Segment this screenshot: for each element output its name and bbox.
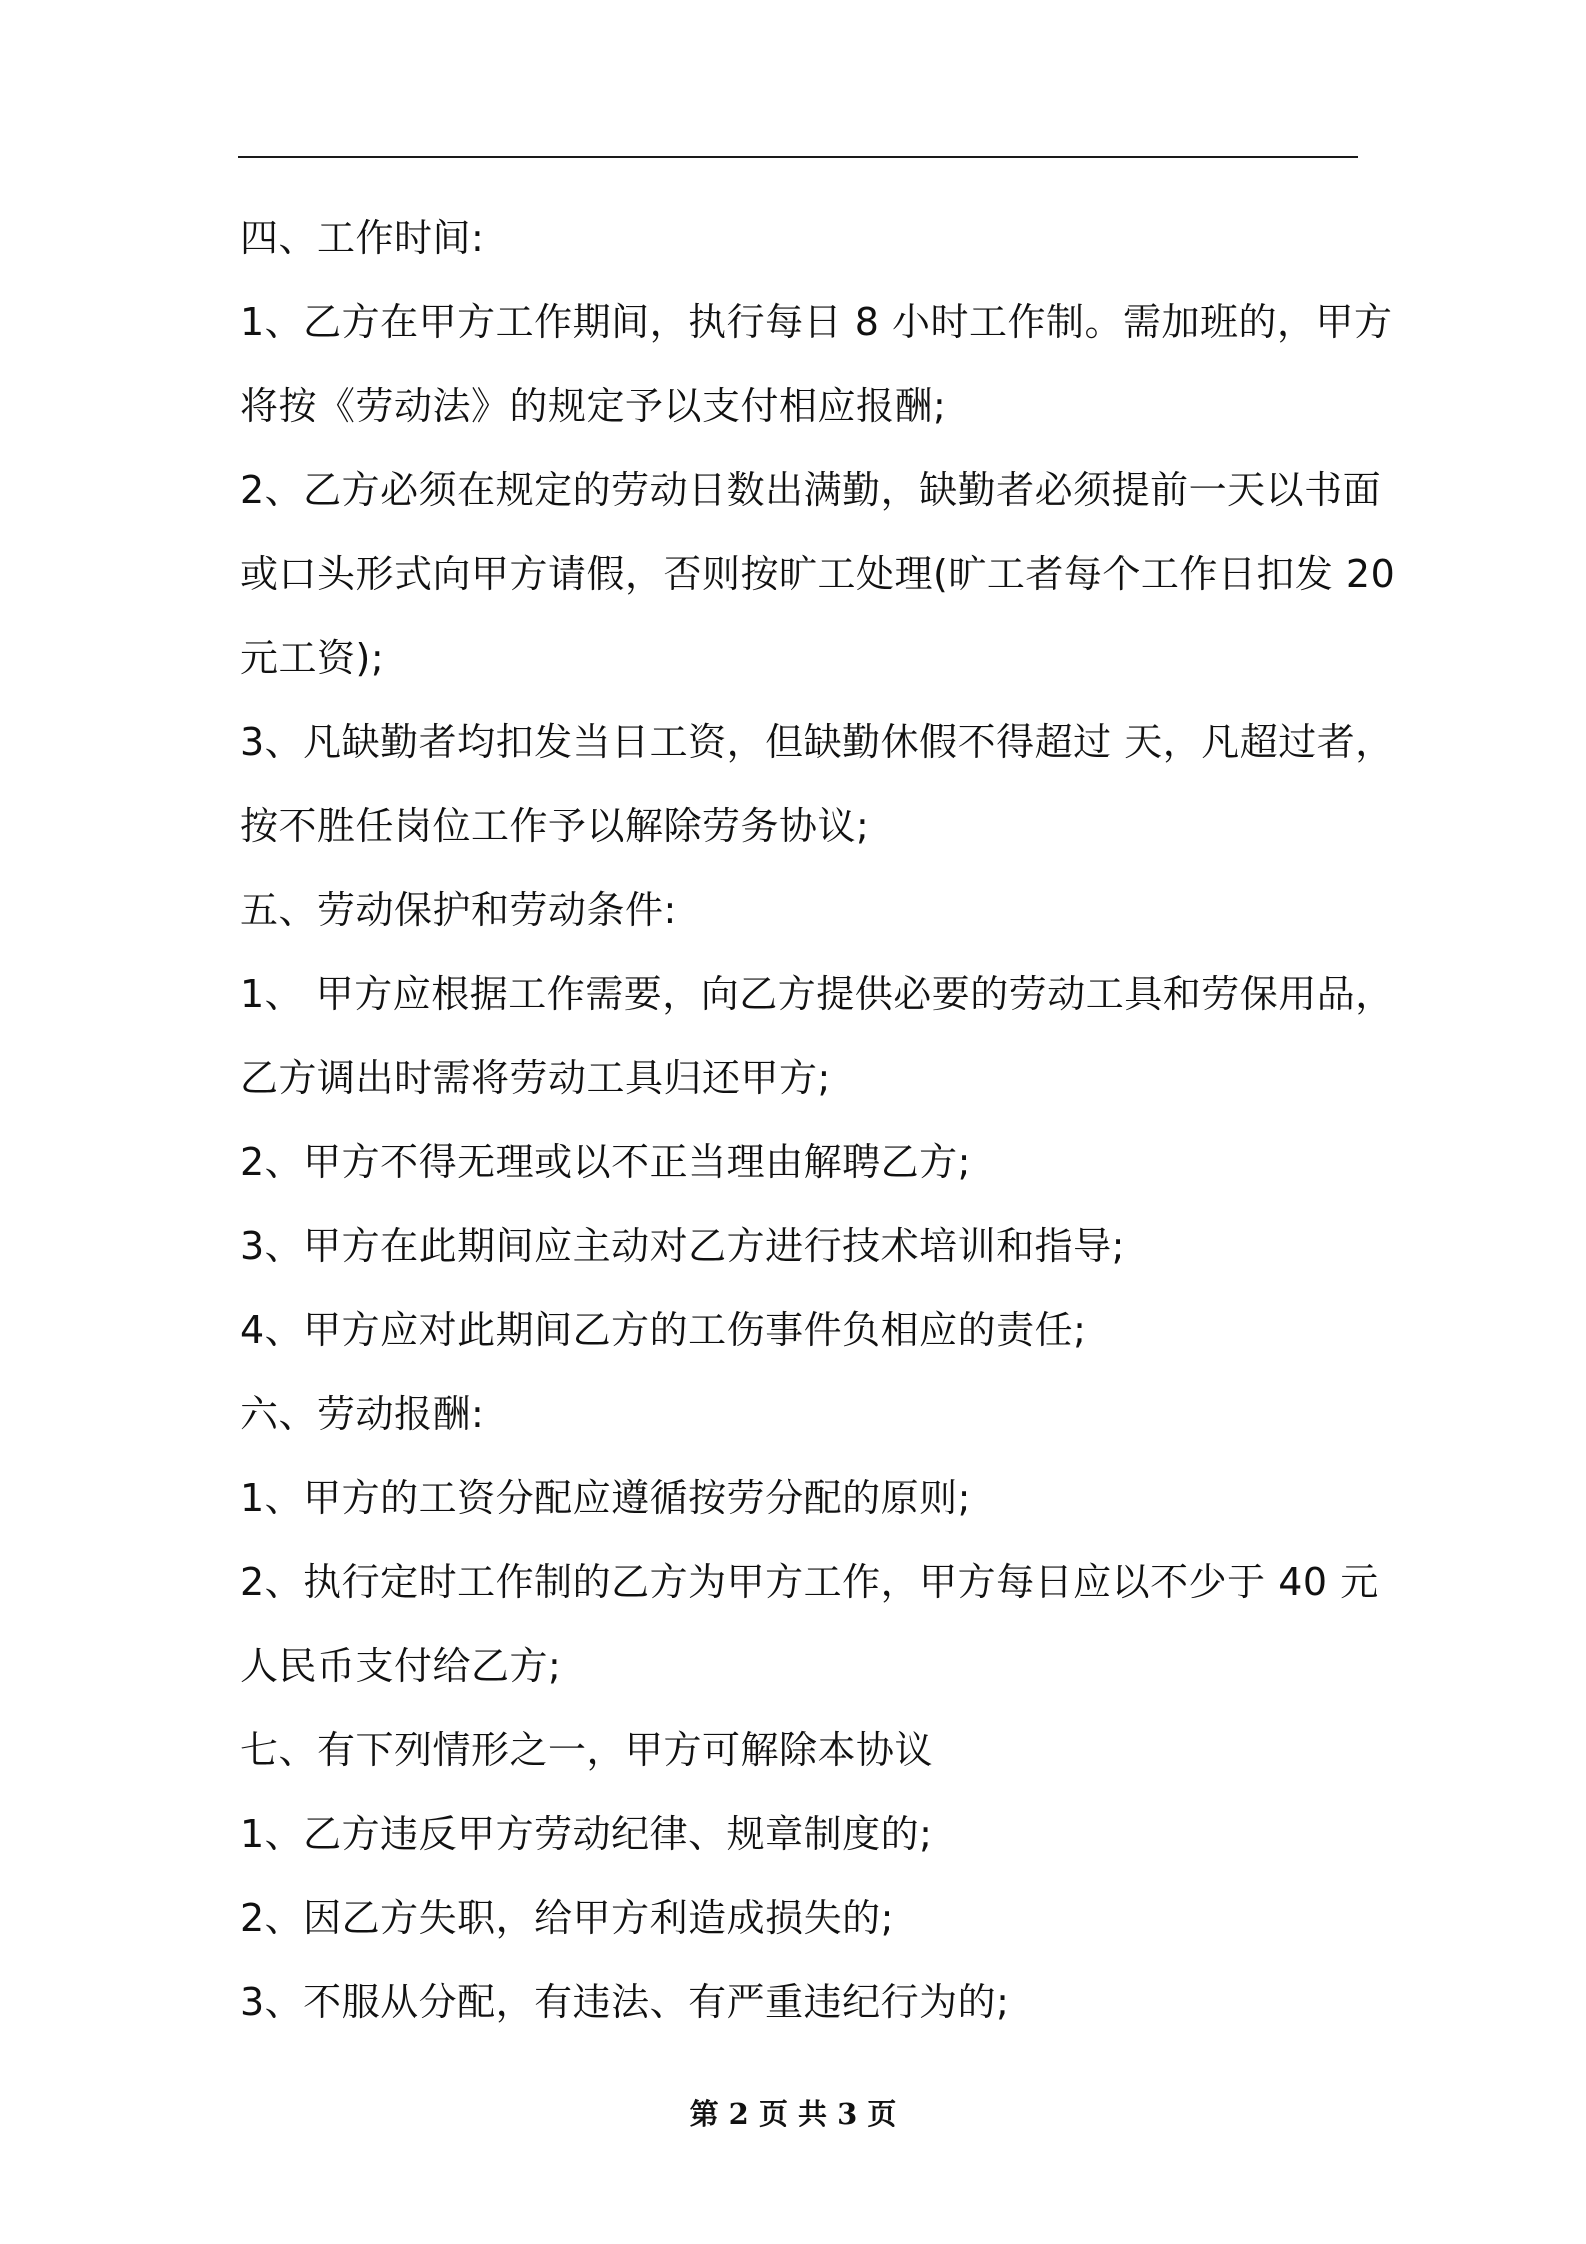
paragraph-line: 1、乙方违反甲方劳动纪律、规章制度的; [240,1812,933,1856]
document-body [240,196,1396,2044]
paragraph-line: 3、甲方在此期间应主动对乙方进行技术培训和指导; [240,1224,1125,1268]
section-heading-labor-protection: 五、劳动保护和劳动条件: [240,888,677,932]
paragraph-line: 人民币支付给乙方; [240,1644,562,1688]
paragraph-line: 3、凡缺勤者均扣发当日工资，但缺勤休假不得超过 天，凡超过者， [240,720,1394,764]
paragraph-line: 按不胜任岗位工作予以解除劳务协议; [240,804,870,848]
section-heading-work-time: 四、工作时间: [240,216,485,260]
paragraph-line: 1、 甲方应根据工作需要，向乙方提供必要的劳动工具和劳保用品， [240,972,1394,1016]
paragraph-line: 3、不服从分配，有违法、有严重违纪行为的; [240,1980,1010,2024]
paragraph-line: 1、甲方的工资分配应遵循按劳分配的原则; [240,1476,971,1520]
section-heading-remuneration: 六、劳动报酬: [240,1392,485,1436]
paragraph-line: 元工资); [240,636,385,680]
paragraph-line: 2、甲方不得无理或以不正当理由解聘乙方; [240,1140,971,1184]
paragraph-line: 将按《劳动法》的规定予以支付相应报酬; [240,384,947,428]
paragraph-line: 2、执行定时工作制的乙方为甲方工作，甲方每日应以不少于 40 元 [240,1560,1379,1604]
paragraph-line: 4、甲方应对此期间乙方的工伤事件负相应的责任; [240,1308,1087,1352]
section-heading-termination: 七、有下列情形之一，甲方可解除本协议 [240,1728,934,1772]
paragraph-line: 2、乙方必须在规定的劳动日数出满勤，缺勤者必须提前一天以书面 [240,468,1382,512]
paragraph-line: 1、乙方在甲方工作期间，执行每日 8 小时工作制。需加班的，甲方 [240,300,1393,344]
paragraph-line: 2、因乙方失职，给甲方利造成损失的; [240,1896,894,1940]
paragraph-line: 或口头形式向甲方请假，否则按旷工处理(旷工者每个工作日扣发 20 [240,552,1396,596]
page-number-footer: 第 2 页 共 3 页 [689,2097,897,2131]
header-rule [238,156,1358,158]
paragraph-line: 乙方调出时需将劳动工具归还甲方; [240,1056,831,1100]
